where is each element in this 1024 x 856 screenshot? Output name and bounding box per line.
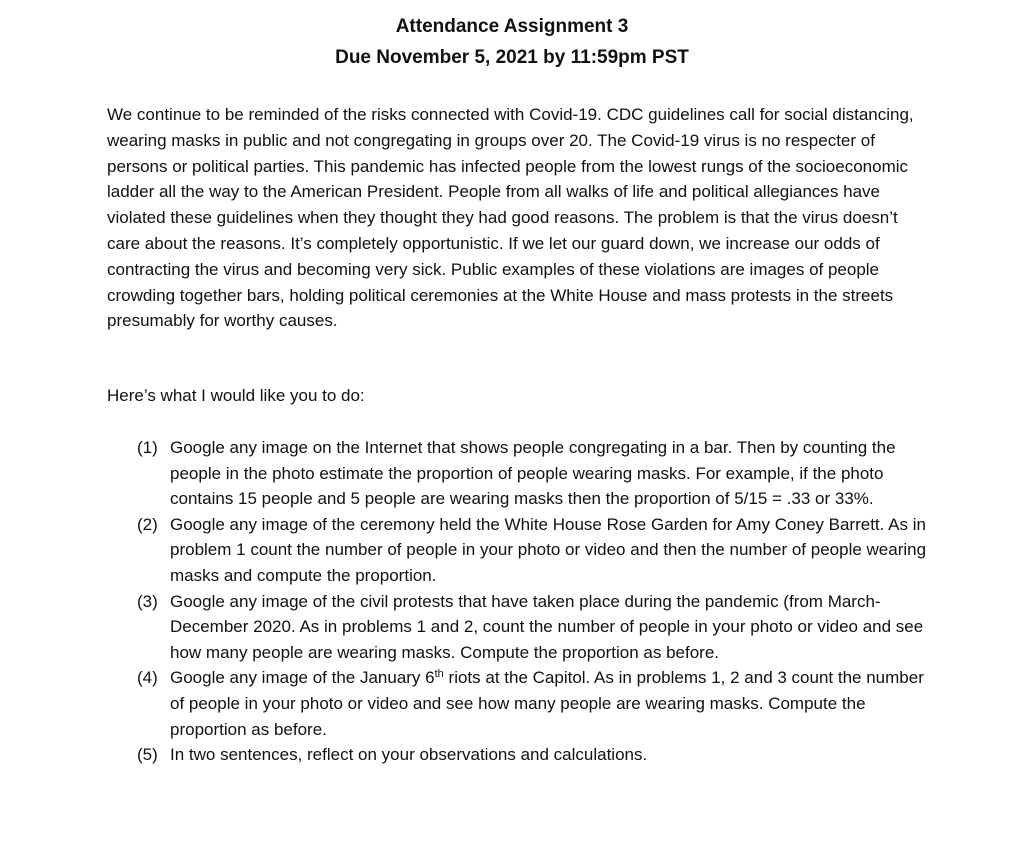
task-text-before: Google any image of the January 6: [170, 668, 435, 688]
assignment-title: Attendance Assignment 3: [395, 16, 629, 37]
ordinal-superscript: th: [434, 668, 444, 681]
task-number: (2): [137, 514, 158, 534]
due-date: Due November 5, 2021 by 11:59pm PST: [335, 47, 689, 68]
task-number: (1): [137, 438, 158, 457]
task-text-after: riots at the Capitol. As in problems 1, 2 and 3 count the number of people in your photo or video and see how many people are wearing masks. Compute the proportion as before.: [170, 668, 924, 739]
instructions-lead: Here’s what I would like you to do:: [107, 386, 365, 405]
task-item-5: [137, 742, 927, 768]
task-text: Google any image of the civil protests that have taken place during the pandemic (from March-December 2020. As in problems 1 and 2, count the number of people in your photo or video and see how many people are wearing masks. Compute the proportion as before.: [170, 591, 924, 662]
task-text: Google any image on the Internet that shows people congregating in a bar. Then by counting the people in the photo estimate the proportion of people wearing masks. For example, if the photo contains 15 people and 5 people are wearing masks then the proportion of 5/15 = .33 or 33%.: [170, 438, 896, 509]
task-item-3: [137, 589, 927, 666]
task-number: (3): [137, 591, 158, 611]
task-list: [137, 435, 927, 768]
task-text: In two sentences, reflect on your observations and calculations.: [170, 745, 648, 765]
task-item-2: [137, 512, 927, 589]
task-number: (4): [137, 668, 158, 688]
intro-paragraph: We continue to be reminded of the risks connected with Covid-19. CDC guidelines call for social distancing, wearing masks in public and not congregating in groups over 20. The Covid-19 virus is no respecter of persons or political parties. This pandemic has infected people from the lowest rungs of the socioeconomic ladder all the way to the American President. People from all walks of life and political allegiances have violated these guidelines when they thought they had good reasons. The problem is that the virus doesn’t care about the reasons. It’s completely opportunistic. If we let our guard down, we increase our odds of contracting the virus and becoming very sick. Public examples of these violations are images of people crowding together bars, holding political ceremonies at the White House and mass protests in the streets presumably for worthy causes.: [107, 105, 914, 331]
task-item-1: [137, 435, 927, 512]
task-item-4: [137, 665, 927, 742]
task-number: (5): [137, 745, 158, 765]
task-text: Google any image of the ceremony held the White House Rose Garden for Amy Coney Barrett. As in problem 1 count the number of people in your photo or video and then the number of people wearing masks and compute the proportion.: [170, 514, 927, 585]
